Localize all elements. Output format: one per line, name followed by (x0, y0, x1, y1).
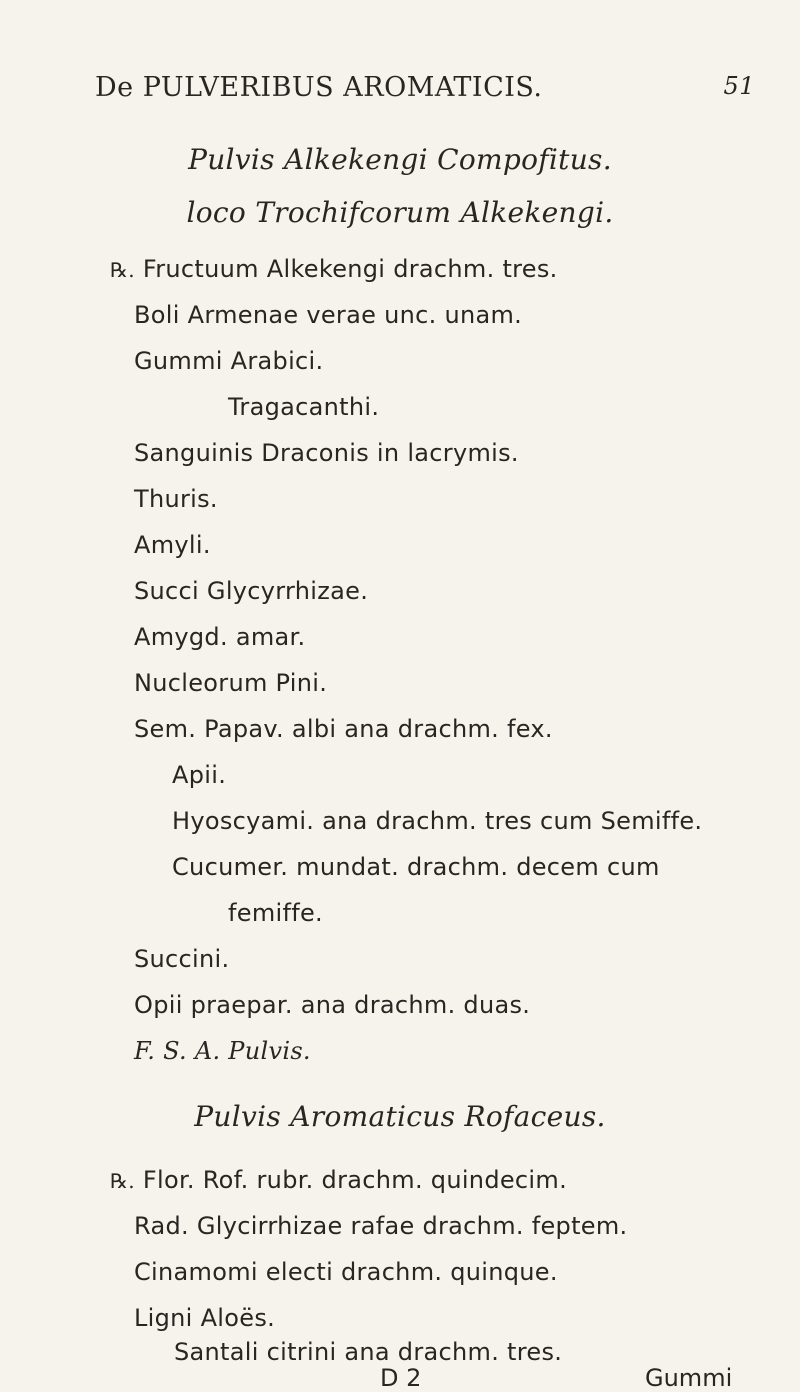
recipe-line: Opii praepar. ana drachm. duas. (134, 991, 531, 1019)
signature-mark: D 2 (380, 1364, 422, 1392)
section1-title-line1: Pulvis Alkekengi Compofitus. (188, 143, 612, 176)
recipe-line: Santali citrini ana drachm. tres. (174, 1338, 563, 1366)
catchword: Gummi (645, 1364, 733, 1392)
recipe-line: Boli Armenae verae unc. unam. (134, 301, 523, 329)
recipe-line: Succini. (134, 945, 230, 973)
recipe-line: Sanguinis Draconis in lacrymis. (134, 439, 519, 467)
recipe-line: Tragacanthi. (228, 393, 380, 421)
recipe-line: Amyli. (134, 531, 211, 559)
recipe-line: Thuris. (134, 485, 218, 513)
recipe-line: Ligni Aloës. (134, 1304, 276, 1332)
recipe-instruction: F. S. A. Pulvis. (134, 1037, 311, 1065)
recipe-line: Rad. Glycirrhizae rafae drachm. feptem. (134, 1212, 628, 1240)
recipe-line: Succi Glycyrrhizae. (134, 577, 369, 605)
ingredient-text: Fructuum Alkekengi drachm. tres. (142, 255, 558, 283)
recipe-line (110, 1166, 567, 1194)
rx-symbol: ℞. (110, 258, 135, 282)
rx-symbol: ℞. (110, 1169, 135, 1193)
recipe-line: femiffe. (228, 899, 323, 927)
section1-title-line2: loco Trochifcorum Alkekengi. (186, 196, 614, 229)
page-number: 51 (723, 72, 755, 100)
recipe-line (110, 255, 558, 283)
recipe-line: Apii. (172, 761, 227, 789)
recipe-line: Cucumer. mundat. drachm. decem cum (172, 853, 660, 881)
recipe-line: Amygd. amar. (134, 623, 306, 651)
recipe-line: Sem. Papav. albi ana drachm. fex. (134, 715, 553, 743)
ingredient-text: Flor. Rof. rubr. drachm. quindecim. (142, 1166, 567, 1194)
recipe-line: Cinamomi electi drachm. quinque. (134, 1258, 558, 1286)
running-title: De PULVERIBUS AROMATICIS. (95, 72, 543, 103)
recipe-line: Hyoscyami. ana drachm. tres cum Semiffe. (172, 807, 703, 835)
section2-title: Pulvis Aromaticus Rofaceus. (194, 1100, 606, 1133)
recipe-line: Gummi Arabici. (134, 347, 324, 375)
recipe-line: Nucleorum Pini. (134, 669, 328, 697)
